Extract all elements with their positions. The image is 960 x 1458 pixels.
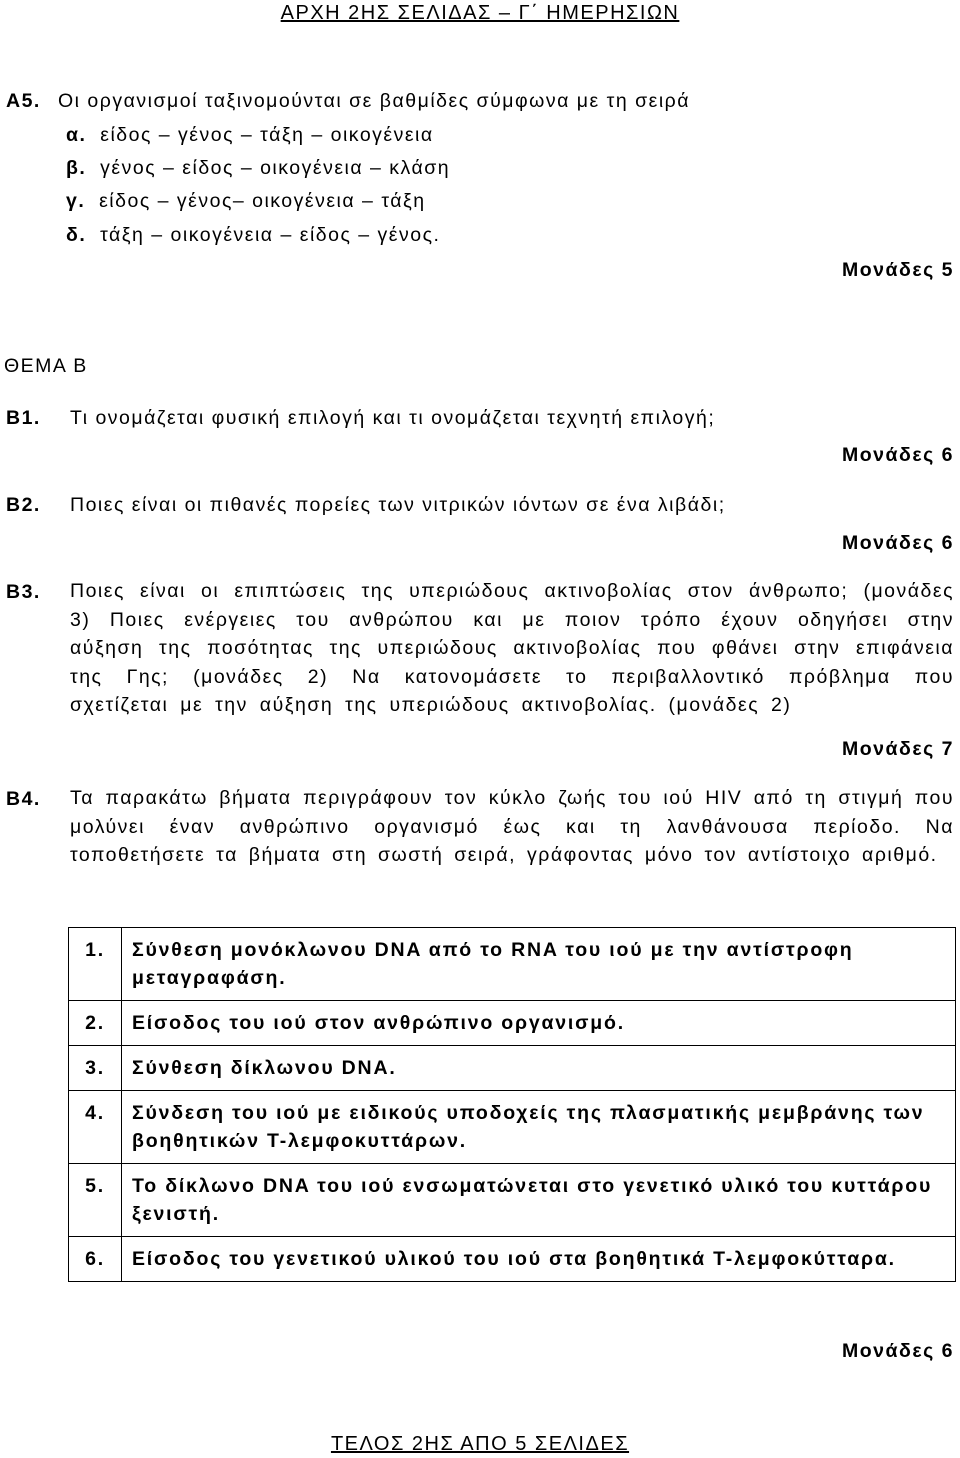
step-number: 6. <box>69 1237 122 1282</box>
table-row <box>69 1237 956 1282</box>
table-row <box>69 1091 956 1164</box>
points-b1: Μονάδες 6 <box>842 444 954 466</box>
option-a <box>66 124 434 147</box>
question-text-b2: Ποιες είναι οι πιθανές πορείες των νιτρικών ιόντων σε ένα λιβάδι; <box>70 494 726 516</box>
step-number: 5. <box>69 1164 122 1237</box>
table-row <box>69 1046 956 1091</box>
question-number-b1: Β1. <box>6 407 41 429</box>
option-letter: δ. <box>66 224 87 246</box>
question-number-b3: Β3. <box>6 581 41 603</box>
option-letter: α. <box>66 124 87 146</box>
step-number: 2. <box>69 1001 122 1046</box>
option-d <box>66 224 440 247</box>
step-text: Σύνθεση μονόκλωνου DNA από το RNA του ιού με την αντίστροφη μεταγραφάση. <box>122 928 956 1001</box>
step-text: Σύνδεση του ιού με ειδικούς υποδοχείς της πλασματικής μεμβράνης των βοηθητικών Τ-λεμφοκυττάρων. <box>122 1091 956 1164</box>
step-text: Είσοδος του γενετικού υλικού του ιού στα βοηθητικά Τ-λεμφοκύτταρα. <box>122 1237 956 1282</box>
step-text: Είσοδος του ιού στον ανθρώπινο οργανισμό. <box>122 1001 956 1046</box>
option-letter: β. <box>66 157 87 179</box>
page-header <box>0 2 960 25</box>
points-b3: Μονάδες 7 <box>842 738 954 760</box>
question-number-b4: Β4. <box>6 788 41 810</box>
question-text-b1: Τι ονομάζεται φυσική επιλογή και τι ονομάζεται τεχνητή επιλογή; <box>70 407 716 429</box>
step-number: 1. <box>69 928 122 1001</box>
step-text: Σύνθεση δίκλωνου DNA. <box>122 1046 956 1091</box>
question-text-b4: Τα παρακάτω βήματα περιγράφουν τον κύκλο ζωής του ιού HIV από τη στιγμή που μολύνει έναν ανθρώπινο οργανισμό έως και τη λανθάνουσα περίοδο. Να τοποθετήσετε τα βήματα στη σωστή σειρά, γράφοντας μόνο τον αντίστοιχο αριθμό. <box>70 787 954 866</box>
steps-table <box>68 927 956 1282</box>
option-text: είδος – γένος – τάξη – οικογένεια <box>100 124 434 146</box>
page-footer <box>0 1433 960 1456</box>
question-number-a5: Α5. <box>6 90 41 112</box>
option-letter: γ. <box>66 190 86 212</box>
option-b <box>66 157 450 180</box>
step-number: 3. <box>69 1046 122 1091</box>
page-header-text: ΑΡΧΗ 2ΗΣ ΣΕΛΙΔΑΣ – Γ΄ ΗΜΕΡΗΣΙΩΝ <box>280 2 680 24</box>
table-row <box>69 1001 956 1046</box>
question-number-b2: Β2. <box>6 494 41 516</box>
page-footer-text: ΤΕΛΟΣ 2ΗΣ ΑΠΟ 5 ΣΕΛΙΔΕΣ <box>330 1433 630 1455</box>
table-row <box>69 1164 956 1237</box>
question-text-b3: Ποιες είναι οι επιπτώσεις της υπεριώδους ακτινοβολίας στον άνθρωπο; (μονάδες 3) Ποιες ενέργειες του ανθρώπου και με ποιον τρόπο έχουν οδηγήσει στην αύξηση της ποσότητας της υπεριώδους ακτινοβολίας που φθάνει στην επιφάνεια της Γης; (μονάδες 2) Να κατονομάσετε το περιβαλλοντικό πρόβλημα που σχετίζεται με την αύξηση της υπεριώδους ακτινοβολίας. (μονάδες 2) <box>70 580 954 716</box>
points-b2: Μονάδες 6 <box>842 532 954 554</box>
step-number: 4. <box>69 1091 122 1164</box>
option-text: τάξη – οικογένεια – είδος – γένος. <box>100 224 441 246</box>
option-text: είδος – γένος– οικογένεια – τάξη <box>99 190 426 212</box>
points-b4: Μονάδες 6 <box>842 1340 954 1362</box>
points-a5: Μονάδες 5 <box>842 259 954 281</box>
section-title: ΘΕΜΑ Β <box>4 355 88 377</box>
question-text-a5: Οι οργανισμοί ταξινομούνται σε βαθμίδες σύμφωνα με τη σειρά <box>58 90 691 112</box>
option-c <box>66 190 426 213</box>
table-row <box>69 928 956 1001</box>
step-text: Το δίκλωνο DNA του ιού ενσωματώνεται στο γενετικό υλικό του κυττάρου ξενιστή. <box>122 1164 956 1237</box>
option-text: γένος – είδος – οικογένεια – κλάση <box>100 157 451 179</box>
